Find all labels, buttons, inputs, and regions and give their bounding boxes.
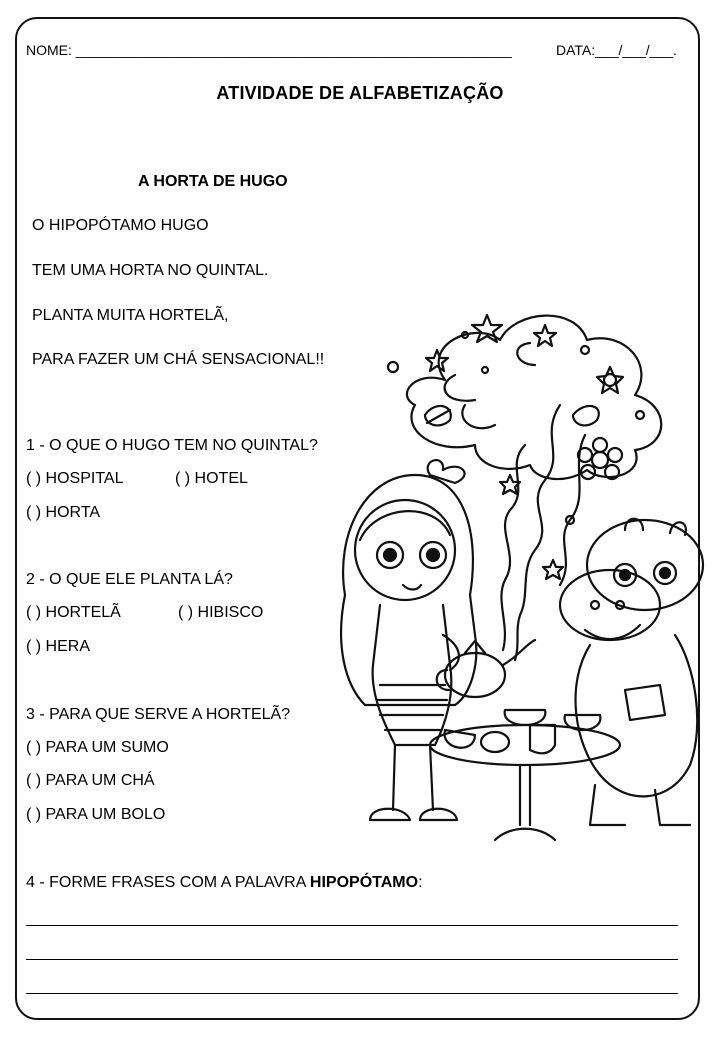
jar-icon [625, 685, 665, 720]
question-4-text: 4 - FORME FRASES COM A PALAVRA [26, 874, 310, 891]
flower-icon [578, 438, 622, 479]
teacup-icon [565, 715, 601, 730]
option-checkbox[interactable]: ( ) HIBISCO [178, 604, 264, 621]
story-title: A HORTA DE HUGO [138, 173, 288, 190]
option-checkbox[interactable]: ( ) PARA UM SUMO [26, 739, 169, 756]
hippo-figure [560, 519, 703, 825]
story-line: O HIPOPÓTAMO HUGO [32, 217, 209, 234]
question-3-prompt: 3 - PARA QUE SERVE A HORTELÃ? [26, 706, 291, 723]
option-checkbox[interactable]: ( ) HOSPITAL [26, 470, 124, 487]
question-4-prompt [26, 874, 423, 892]
girl-figure [341, 460, 476, 820]
star-icon [426, 350, 448, 371]
writing-line[interactable] [26, 959, 678, 960]
writing-line[interactable] [26, 925, 678, 926]
teacup-icon [505, 710, 546, 725]
hair-bow [428, 460, 465, 483]
option-checkbox[interactable]: ( ) PARA UM BOLO [26, 806, 166, 823]
question-1-prompt: 1 - O QUE O HUGO TEM NO QUINTAL? [26, 437, 318, 454]
question-4-keyword: HIPOPÓTAMO [309, 874, 419, 891]
writing-line[interactable] [26, 993, 678, 994]
story-line: TEM UMA HORTA NO QUINTAL. [32, 262, 269, 279]
story-line: PARA FAZER UM CHÁ SENSACIONAL!! [32, 351, 325, 368]
option-checkbox[interactable]: ( ) HORTELÃ [26, 604, 121, 621]
steam-cloud [407, 316, 661, 479]
question-2-prompt: 2 - O QUE ELE PLANTA LÁ? [26, 571, 233, 588]
option-checkbox[interactable]: ( ) HOTEL [175, 470, 248, 487]
story-line: PLANTA MUITA HORTELÃ, [32, 307, 229, 324]
flower-icon [597, 367, 623, 393]
star-icon [543, 560, 563, 579]
tea-party-illustration [325, 305, 705, 860]
option-checkbox[interactable]: ( ) HERA [26, 638, 90, 655]
milk-jug-icon [530, 725, 555, 753]
date-field[interactable]: DATA:___/___/___. [556, 42, 677, 58]
sugar-bowl-icon [481, 732, 509, 752]
name-field[interactable]: NOME: ________________________________________________________ [26, 42, 512, 58]
option-checkbox[interactable]: ( ) PARA UM CHÁ [26, 772, 155, 789]
page-title: ATIVIDADE DE ALFABETIZAÇÃO [216, 83, 504, 103]
question-4-colon: : [418, 874, 423, 891]
star-icon [534, 325, 556, 346]
option-checkbox[interactable]: ( ) HORTA [26, 504, 101, 521]
